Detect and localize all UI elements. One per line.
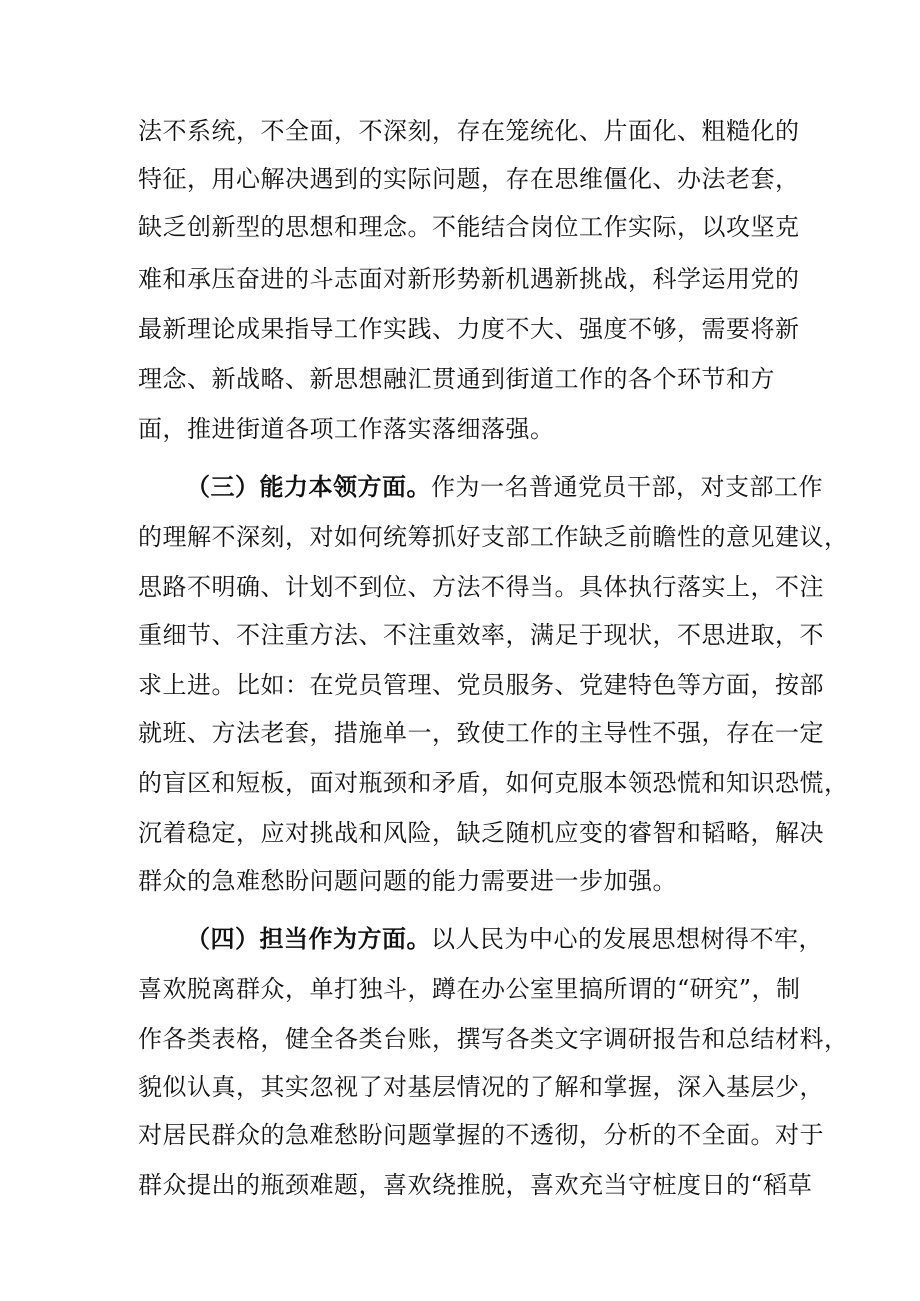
text-line: 对居民群众的急难愁盼问题掌握的不透彻，分析的不全面。对于 <box>138 1121 824 1149</box>
text-line: 作各类表格，健全各类台账，撰写各类文字调研报告和总结材料， <box>138 1025 849 1053</box>
text-line: 貌似认真，其实忽视了对基层情况的了解和掌握，深入基层少， <box>138 1073 824 1101</box>
text-line: 难和承压奋进的斗志面对新形势新机遇新挑战，科学运用党的 <box>138 265 800 293</box>
text-line: 重细节、不注重方法、不注重效率，满足于现状，不思进取，不 <box>138 621 824 649</box>
text-line: 缺乏创新型的思想和理念。不能结合岗位工作实际，以攻坚克 <box>138 213 800 241</box>
text-line: 的盲区和短板，面对瓶颈和矛盾，如何克服本领恐慌和知识恐慌， <box>138 769 849 797</box>
text-line: 理念、新战略、新思想融汇贯通到街道工作的各个环节和方 <box>138 365 775 393</box>
text-line: 最新理论成果指导工作实践、力度不大、强度不够，需要将新 <box>138 315 800 343</box>
text-line: 沉着稳定，应对挑战和风险，缺乏随机应变的睿智和韬略，解决 <box>138 819 824 847</box>
section-heading: （四）担当作为方面。 <box>186 924 431 953</box>
text-line: 就班、方法老套，措施单一，致使工作的主导性不强，存在一定 <box>138 719 824 747</box>
paragraph-first-line <box>186 472 846 502</box>
text-line: 群众的急难愁盼问题问题的能力需要进一步加强。 <box>138 867 677 895</box>
paragraph-first-line <box>186 924 846 954</box>
text-line: 求上进。比如：在党员管理、党员服务、党建特色等方面，按部 <box>138 671 824 699</box>
text-line: 的理解不深刻，对如何统筹抓好支部工作缺乏前瞻性的意见建议， <box>138 523 849 551</box>
text-line: 思路不明确、计划不到位、方法不得当。具体执行落实上，不注 <box>138 573 824 601</box>
section-heading: （三）能力本领方面。 <box>186 472 431 501</box>
text-span: 以人民为中心的发展思想树得不牢， <box>431 925 823 953</box>
text-span: 作为一名普通党员干部，对支部工作 <box>431 473 823 501</box>
text-line: 面，推进街道各项工作落实落细落强。 <box>138 415 555 443</box>
text-line: 特征，用心解决遇到的实际问题，存在思维僵化、办法老套， <box>138 165 800 193</box>
text-line: 群众提出的瓶颈难题，喜欢绕推脱，喜欢充当守桩度日的“稻草 <box>138 1171 813 1199</box>
text-line: 法不系统，不全面，不深刻，存在笼统化、片面化、粗糙化的 <box>138 117 800 145</box>
text-line: 喜欢脱离群众，单打独斗，蹲在办公室里搞所谓的“研究”，制 <box>138 975 801 1003</box>
